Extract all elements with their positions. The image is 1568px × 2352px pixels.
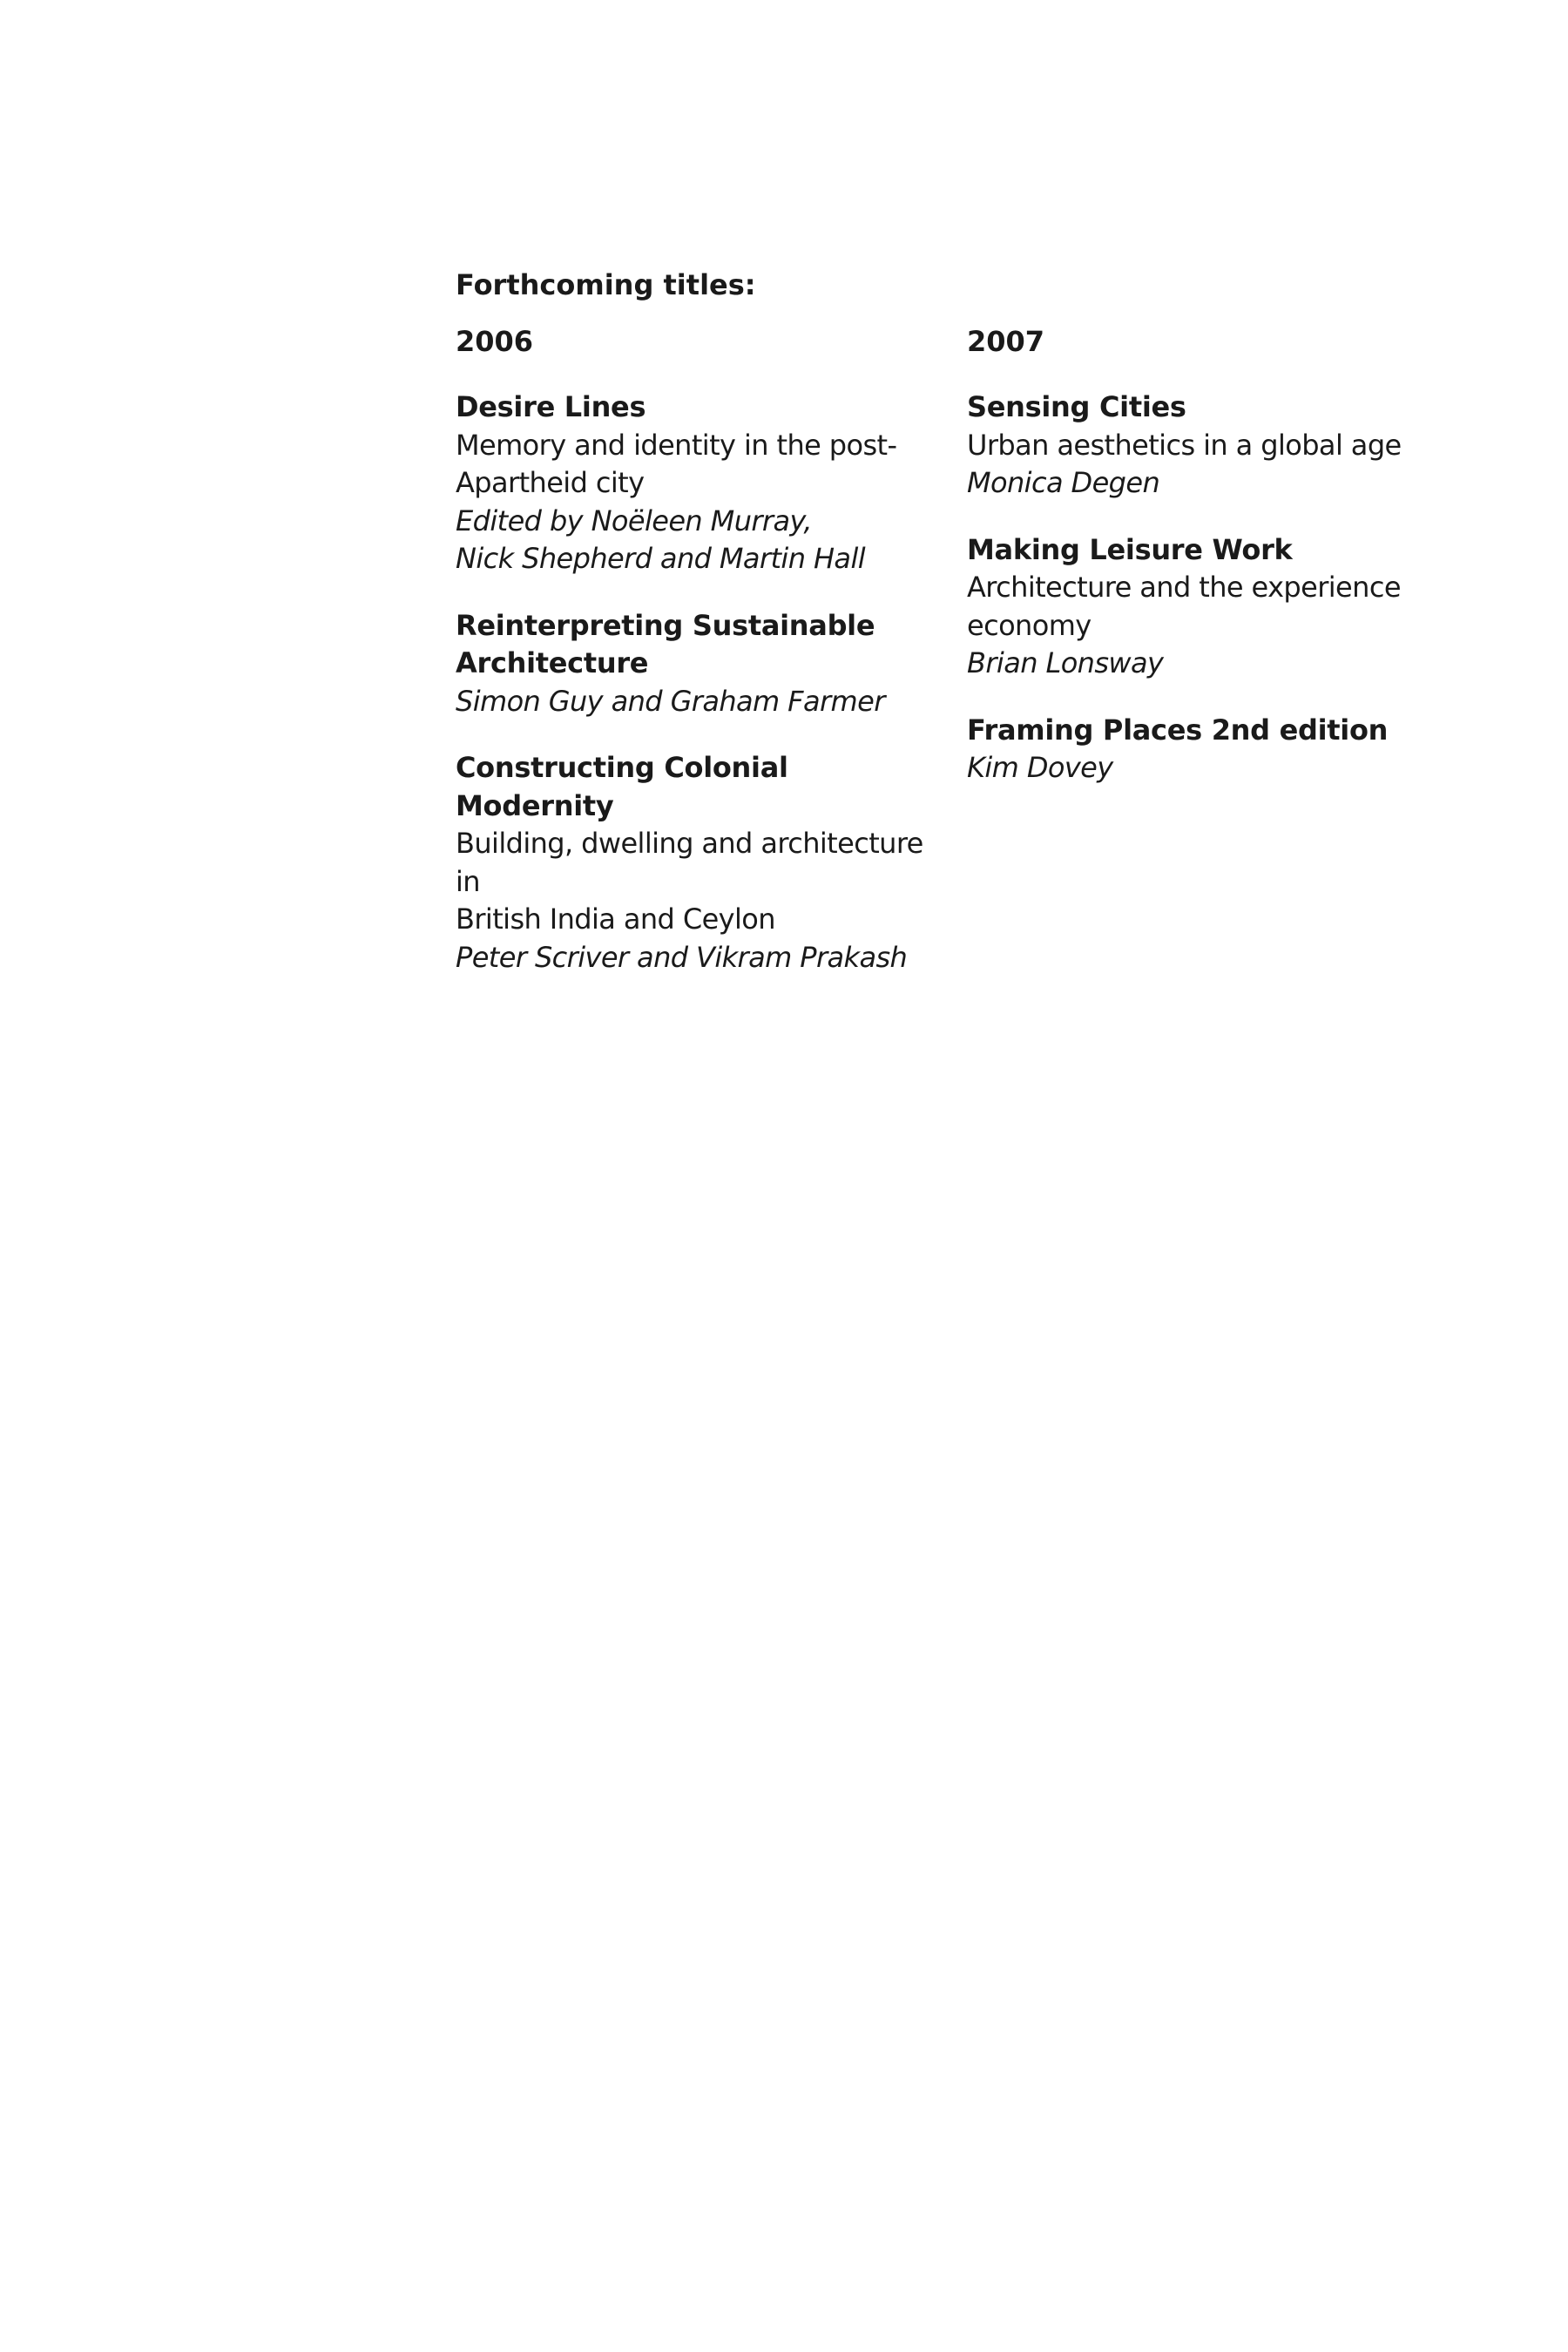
book-author-line: Kim Dovey [967,751,1113,784]
year-column-2007 [967,322,1455,816]
year-column-2006 [456,322,943,1005]
book-author-line: Monica Degen [967,466,1160,499]
book-subtitle-line: Building, dwelling and architecture in [456,827,923,898]
book-author-line: Peter Scriver and Vikram Prakash [456,940,908,974]
book-subtitle-line: British India and Ceylon [456,902,775,936]
book-subtitle-line: economy [967,608,1092,642]
book-title: Framing Places 2nd edition [967,713,1389,747]
book-title: Sensing Cities [967,390,1186,423]
book-author-line: Edited by Noëleen Murray, [456,504,812,537]
book-title: Making Leisure Work [967,532,1293,566]
book-entry-framing-places [967,712,1455,787]
book-title: Desire Lines [456,390,646,423]
book-title-line: Reinterpreting Sustainable [456,608,875,642]
book-subtitle-line: Architecture and the experience [967,571,1401,604]
book-author-line: Nick Shepherd and Martin Hall [456,542,866,575]
book-title: Constructing Colonial Modernity [456,751,788,822]
year-heading: 2007 [967,325,1045,358]
book-subtitle-line: Memory and identity in the post- [456,428,897,462]
book-author-line: Brian Lonsway [967,646,1164,679]
book-entry-reinterpreting-sustainable-architecture [456,607,943,721]
book-title-line: Architecture [456,646,649,679]
book-entry-sensing-cities [967,389,1455,503]
forthcoming-titles-heading: Forthcoming titles: [456,268,756,301]
book-entry-making-leisure-work [967,531,1455,683]
year-heading: 2006 [456,325,534,358]
book-author-line: Simon Guy and Graham Farmer [456,684,885,718]
book-subtitle-line: Urban aesthetics in a global age [967,428,1402,462]
book-entry-desire-lines [456,389,943,578]
book-subtitle-line: Apartheid city [456,466,645,499]
book-entry-constructing-colonial-modernity [456,749,943,977]
